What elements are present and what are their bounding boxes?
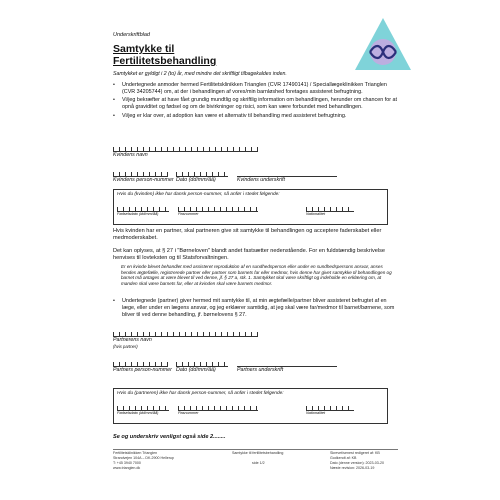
law-quote: Er en kvinde blevet behandlet med assisteret reproduktion af en sundhedsperson eller under en sundhedspersons ansvar, anses hendes ægtefælle, registrerede partner eller partner som barnets far eller medmor, hvis denne har givet samtykke til behandlingen og barnet må antages at være blevet til ved denne, jf. § 27 a, stk. 1. Samtykket skal være skriftligt og indeholde en erklæring om, at manden skal være barnets far, eller at kvinden skal være barnets medmor. [121, 264, 392, 287]
partner-intro: Hvis kvinden har en partner, skal partneren give sit samtykke til behandlingen og acceptere faderskabet eller medmoderskabet. [113, 228, 382, 242]
partner-birthdate-label: Fødselsdato (dd/mm/åå) [117, 411, 159, 415]
partner-foreign-id-instruction: Hvis du (partneren) ikke har dansk person-nummer, så anfør i stedet følgende: [117, 391, 284, 396]
law-text: Det kan oplyses, at § 27 i "Børneloven" blandt andet fastsætter nedenstående. For en fuldstændig beskrivelse henvises til lovteksten og til Statsforvaltningen. [113, 248, 386, 262]
woman-name-label: Kvindens navn [113, 152, 148, 158]
declaration-list [113, 82, 398, 121]
footer-version-date: Dato (denne version): 2023-03-20 [330, 460, 384, 465]
footer-author: Skrevet/senest redigeret af: KB [330, 451, 380, 455]
declaration-item: • Vi/jeg bekræfter at have fået grundig mundtlig og skriftlig information om behandlingen, herunder om chancen for at opnå graviditet og fødsel og om de bivirkninger og risici, som kan være forbundet med behandlingen. [113, 97, 398, 111]
partner-date-field[interactable] [176, 360, 228, 367]
partner-name-field[interactable] [113, 330, 258, 337]
partner-passport-field[interactable] [178, 404, 258, 411]
document-header-label: Underskriftblad [113, 32, 150, 38]
footer-page-number: side 1/2 [252, 460, 265, 465]
footer-next-revision: Næste revision: 2026-03-19 [330, 465, 375, 470]
footer-document-info [232, 451, 283, 465]
partner-name-hint: (hvis partner) [113, 344, 138, 349]
woman-birthdate-field[interactable] [117, 205, 169, 212]
footer-clinic-info [113, 451, 174, 470]
clinic-logo-icon [353, 16, 413, 74]
partner-date-label: Dato (dd/mm/åå) [176, 367, 216, 373]
title-line-2: Fertilitetsbehandling [113, 55, 217, 68]
footer-approved: Godkendt af: KB [330, 455, 357, 460]
page-title [113, 43, 216, 67]
woman-name-field[interactable] [113, 145, 258, 152]
partner-nationality-label: Nationalitet [306, 411, 325, 415]
footer-document-title: Samtykke til fertilitetsbehandling [232, 451, 284, 455]
declaration-item: • Vi/jeg er klar over, at adoption kan være et alternativ til behandling med assisteret befrugtning. [113, 113, 398, 120]
partner-signature-label: Partners underskrift [237, 367, 284, 373]
continue-note: Se og underskriv venligst også side 2........ [113, 434, 226, 440]
woman-nationality-label: Nationalitet [306, 212, 325, 216]
woman-cpr-field[interactable] [113, 170, 168, 177]
footer-website[interactable]: www.trianglen.dk [113, 465, 141, 470]
partner-cpr-label: Partners person-nummer [113, 367, 172, 373]
woman-signature-label: Kvindens underskrift [237, 177, 285, 183]
woman-cpr-label: Kvindens person-nummer [113, 177, 174, 183]
woman-date-label: Dato (dd/mm/åå) [176, 177, 216, 183]
footer-revision-info [330, 451, 384, 470]
partner-birthdate-field[interactable] [117, 404, 169, 411]
declaration-item: • Undertegnede anmoder hermed Fertilitetsklinikken Trianglen (CVR 17490141) / Speciallægeklinikken Trianglen (CVR 34205744) om, at der i behandlingen af vores/min barnløshed foretages assisteret befrugtning. [113, 82, 398, 96]
footer-address: Strandvejen 104A – DK-2900 Hellerup [113, 455, 174, 460]
partner-declaration-list [113, 298, 398, 320]
woman-foreign-id-instruction: Hvis du (kvinden) ikke har dansk person-nummer, så anfør i stedet følgende: [117, 192, 280, 197]
partner-passport-label: Pasnummer [178, 411, 199, 415]
woman-birthdate-label: Fødselsdato (dd/mm/åå) [117, 212, 159, 216]
title-line-1: Samtykke til [113, 43, 175, 55]
footer-clinic-name: Fertilitetsklinikken Trianglen [113, 451, 158, 455]
footer-divider [113, 449, 398, 450]
woman-nationality-field[interactable] [306, 205, 354, 212]
validity-note: Samtykket er gyldigt i 2 (to) år, med mindre det skriftligt tilbagekaldes inden. [113, 71, 287, 77]
woman-passport-field[interactable] [178, 205, 258, 212]
footer-phone: T: +45 3940 7000 [113, 460, 141, 465]
partner-cpr-field[interactable] [113, 360, 168, 367]
partner-name-label: Partnerens navn [113, 337, 152, 343]
woman-passport-label: Pasnummer [178, 212, 199, 216]
partner-declaration: • Undertegnede (partner) giver hermed mit samtykke til, at min ægtefælle/partner bliver assisteret befrugtet af en læge, eller under en lægens ansvar, og jeg erklærer samtidig, at jeg skal være far/medmor til barnet/børnene, som bliver til ved denne behandling, jf. børnelovens § 27. [113, 298, 398, 319]
partner-nationality-field[interactable] [306, 404, 354, 411]
woman-date-field[interactable] [176, 170, 228, 177]
